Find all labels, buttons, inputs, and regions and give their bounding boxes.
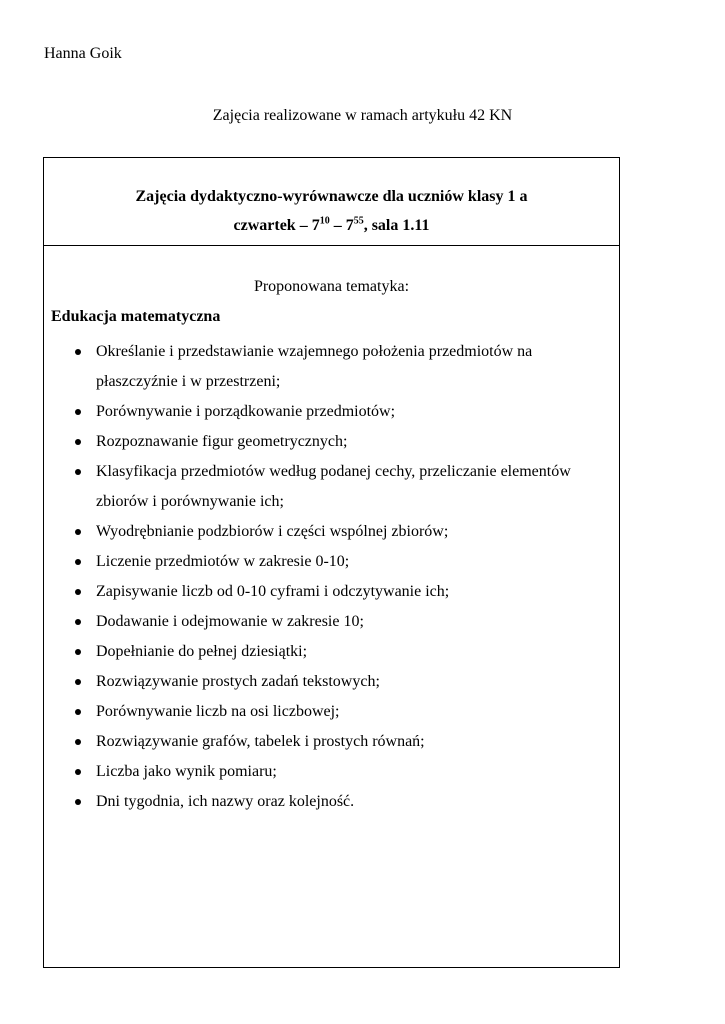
section-title: Edukacja matematyczna	[51, 308, 221, 325]
start-minutes: 10	[319, 215, 330, 227]
topic-text: Zapisywanie liczb od 0-10 cyframi i odczytywanie ich;	[96, 583, 450, 600]
topic-text: Określanie i przedstawianie wzajemnego położenia przedmiotów na płaszczyźnie i w przestrzeni;	[96, 343, 533, 390]
list-item	[44, 337, 619, 397]
end-minutes: 55	[353, 215, 364, 227]
bullet-icon	[75, 559, 81, 565]
schedule-dash: – 7	[329, 217, 354, 234]
list-item	[44, 637, 619, 667]
topic-text: Porównywanie liczb na osi liczbowej;	[96, 703, 340, 720]
bullet-icon	[75, 349, 81, 355]
list-item	[44, 727, 619, 757]
list-item	[44, 427, 619, 457]
list-item	[44, 607, 619, 637]
list-item	[44, 547, 619, 577]
bullet-icon	[75, 439, 81, 445]
list-item	[44, 667, 619, 697]
schedule-line	[44, 216, 619, 236]
topic-list	[44, 337, 619, 817]
bullet-icon	[75, 739, 81, 745]
bullet-icon	[75, 649, 81, 655]
list-item	[44, 697, 619, 727]
list-item	[44, 517, 619, 547]
schedule-room: , sala 1.11	[363, 217, 430, 234]
topic-text: Porównywanie i porządkowanie przedmiotów;	[96, 403, 396, 420]
topics-label: Proponowana tematyka:	[253, 278, 410, 295]
bullet-icon	[75, 529, 81, 535]
topic-text: Liczenie przedmiotów w zakresie 0-10;	[96, 553, 350, 570]
bullet-icon	[75, 709, 81, 715]
bullet-icon	[75, 619, 81, 625]
topic-text: Dni tygodnia, ich nazwy oraz kolejność.	[96, 793, 355, 810]
bullet-icon	[75, 769, 81, 775]
list-item	[44, 397, 619, 427]
bullet-icon	[75, 409, 81, 415]
document-subtitle: Zajęcia realizowane w ramach artykułu 42 KN	[212, 107, 513, 124]
schedule-box	[43, 157, 620, 968]
schedule-day: czwartek – 7	[233, 217, 320, 234]
bullet-icon	[75, 679, 81, 685]
list-item	[44, 787, 619, 817]
list-item	[44, 757, 619, 787]
author-name: Hanna Goik	[44, 45, 122, 62]
list-item	[44, 457, 619, 517]
topic-text: Liczba jako wynik pomiaru;	[96, 763, 277, 780]
bullet-icon	[75, 799, 81, 805]
class-title: Zajęcia dydaktyczno-wyrównawcze dla uczniów klasy 1 a	[135, 188, 528, 205]
topic-text: Rozwiązywanie prostych zadań tekstowych;	[96, 673, 380, 690]
topic-text: Dopełnianie do pełnej dziesiątki;	[96, 643, 308, 660]
topic-text: Wyodrębnianie podzbiorów i części wspólnej zbiorów;	[96, 523, 449, 540]
topic-text: Rozwiązywanie grafów, tabelek i prostych równań;	[96, 733, 425, 750]
bullet-icon	[75, 469, 81, 475]
topic-text: Klasyfikacja przedmiotów według podanej cechy, przeliczanie elementów zbiorów i porównywanie ich;	[96, 463, 571, 510]
topic-text: Rozpoznawanie figur geometrycznych;	[96, 433, 348, 450]
list-item	[44, 577, 619, 607]
bullet-icon	[75, 589, 81, 595]
topic-text: Dodawanie i odejmowanie w zakresie 10;	[96, 613, 364, 630]
box-header	[44, 158, 619, 246]
